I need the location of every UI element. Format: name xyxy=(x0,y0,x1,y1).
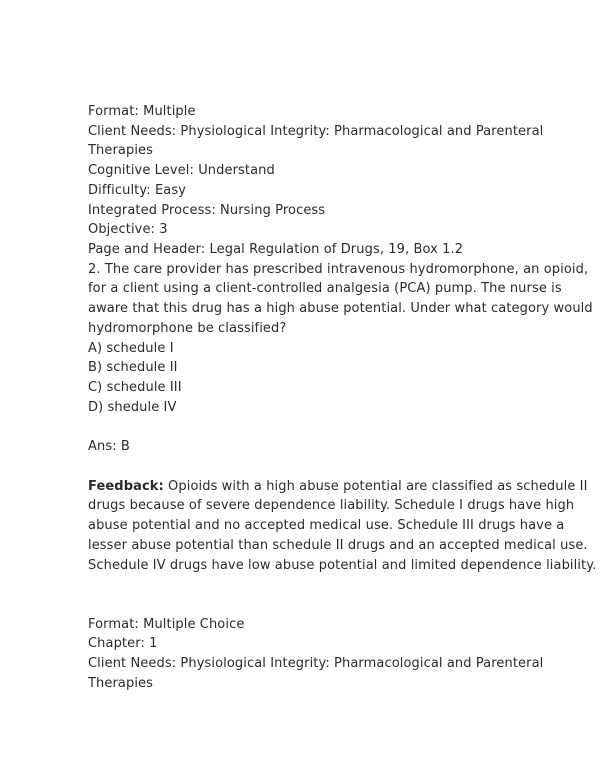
blank-line xyxy=(88,595,568,615)
text-line: Format: Multiple xyxy=(88,104,196,119)
text-line: Difficulty: Easy xyxy=(88,182,186,198)
text-line: hydromorphone be classified? xyxy=(88,320,287,336)
bold-label: Feedback: xyxy=(88,478,164,494)
text-line: Client Needs: Physiological Integrity: Pharmacological and Parenteral xyxy=(88,656,544,672)
text-line: abuse potential and no accepted medical use. Schedule III drugs have a xyxy=(88,518,565,534)
text-line: Objective: 3 xyxy=(88,222,168,238)
text-line: Page and Header: Legal Regulation of Drugs, 19, Box 1.2 xyxy=(88,242,464,258)
text-line: Therapies xyxy=(88,675,154,691)
text-line: Cognitive Level: Understand xyxy=(88,163,275,179)
text-line: A) schedule I xyxy=(88,340,174,356)
text-line: drugs because of severe dependence liability. Schedule I drugs have high xyxy=(88,498,575,514)
text-line: for a client using a client-controlled analgesia (PCA) pump. The nurse is xyxy=(88,281,562,297)
blank-line xyxy=(88,575,568,595)
text-line: Ans: B xyxy=(88,439,130,455)
text-line: C) schedule III xyxy=(88,380,182,396)
text-line: aware that this drug has a high abuse potential. Under what category would xyxy=(88,301,593,317)
document-lines xyxy=(88,102,597,694)
text-line: Therapies xyxy=(88,143,154,159)
text-line: 2. The care provider has prescribed intravenous hydromorphone, an opioid, xyxy=(88,261,589,277)
text-line: B) schedule II xyxy=(88,360,178,376)
text-line: Feedback: Opioids with a high abuse potential are classified as schedule II xyxy=(88,478,588,494)
blank-line xyxy=(88,457,568,477)
text-line: Client Needs: Physiological Integrity: Pharmacological and Parenteral xyxy=(88,123,544,139)
text-line: Chapter: 1 xyxy=(88,636,158,652)
text-line: Format: Multiple Choice xyxy=(88,616,245,632)
text-line: Schedule IV drugs have low abuse potential and limited dependence liability. xyxy=(88,557,597,573)
text-line: D) shedule IV xyxy=(88,399,177,415)
blank-line xyxy=(88,418,568,438)
text-line: lesser abuse potential than schedule II drugs and an accepted medical use. xyxy=(88,537,588,553)
text-line: Integrated Process: Nursing Process xyxy=(88,202,326,218)
